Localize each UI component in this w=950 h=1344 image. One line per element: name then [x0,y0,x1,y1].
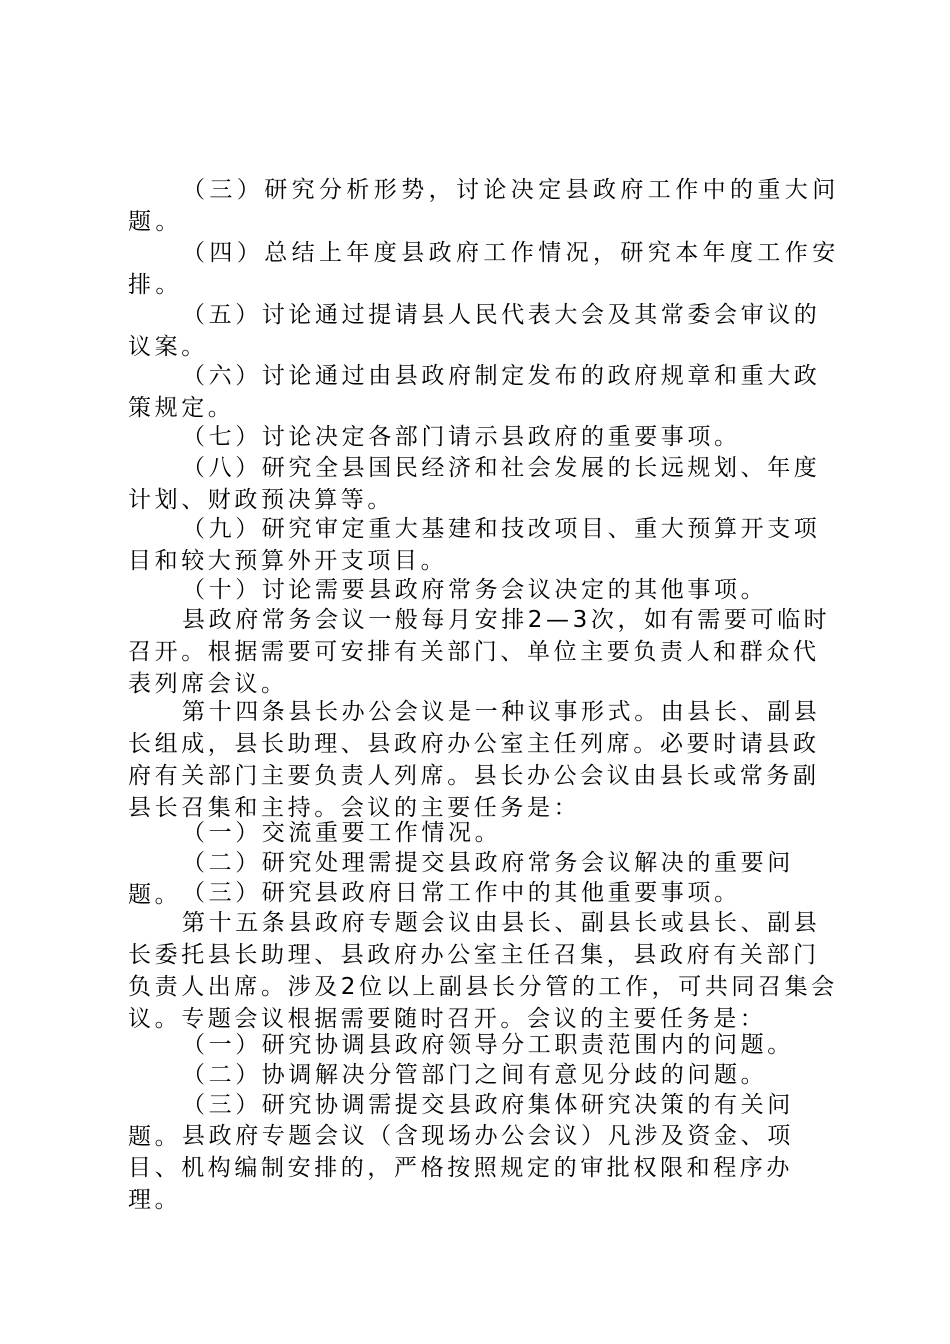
paragraph-meeting-task-8: （八）研究全县国民经济和社会发展的长远规划、年度计划、财政预决算等。 [128,455,821,513]
paragraph-article-15: 第十五条县政府专题会议由县长、副县长或县长、副县长委托县长助理、县政府办公室主任召集，县政府有关部门负责人出席。涉及2位以上副县长分管的工作，可共同召集会议。专题会议根据需要随时召开。会议的主要任务是： [128,910,838,1032]
paragraph-office-task-1: （一）交流重要工作情况。 [182,820,502,846]
paragraph-meeting-task-7: （七）讨论决定各部门请示县政府的重要事项。 [182,424,741,450]
paragraph-meeting-task-4: （四）总结上年度县政府工作情况，研究本年度工作安排。 [128,240,840,298]
paragraph-meeting-task-3: （三）研究分析形势，讨论决定县政府工作中的重大问题。 [128,177,840,235]
paragraph-meeting-task-10: （十）讨论需要县政府常务会议决定的其他事项。 [182,577,768,603]
paragraph-special-task-1: （一）研究协调县政府领导分工职责范围内的问题。 [182,1032,794,1058]
paragraph-meeting-task-6: （六）讨论通过由县政府制定发布的政府规章和重大政策规定。 [128,363,821,421]
paragraph-standing-meeting-schedule: 县政府常务会议一般每月安排2—3次，如有需要可临时召开。根据需要可安排有关部门、单位主要负责人和群众代表列席会议。 [128,607,831,697]
paragraph-meeting-task-9: （九）研究审定重大基建和技改项目、重大预算开支项目和较大预算外开支项目。 [128,516,821,574]
paragraph-special-task-2: （二）协调解决分管部门之间有意见分歧的问题。 [182,1062,768,1088]
paragraph-meeting-task-5: （五）讨论通过提请县人民代表大会及其常委会审议的议案。 [128,302,821,360]
paragraph-special-meeting-approval: 县政府专题会议（含现场办公会议）凡涉及资金、项目、机构编制安排的，严格按照规定的审批权限和程序办理。 [128,1123,794,1213]
paragraph-office-task-2: （二）研究处理需提交县政府常务会议解决的重要问题。 [128,850,794,908]
paragraph-special-task-3: （三）研究协调需提交县政府集体研究决策的有关问题。 [128,1092,794,1150]
paragraph-article-14: 第十四条县长办公会议是一种议事形式。由县长、副县长组成，县长助理、县政府办公室主任列席。必要时请县政府有关部门主要负责人列席。县长办公会议由县长或常务副县长召集和主持。会议的主要任务是： [128,699,821,821]
paragraph-office-task-3: （三）研究县政府日常工作中的其他重要事项。 [182,880,741,906]
